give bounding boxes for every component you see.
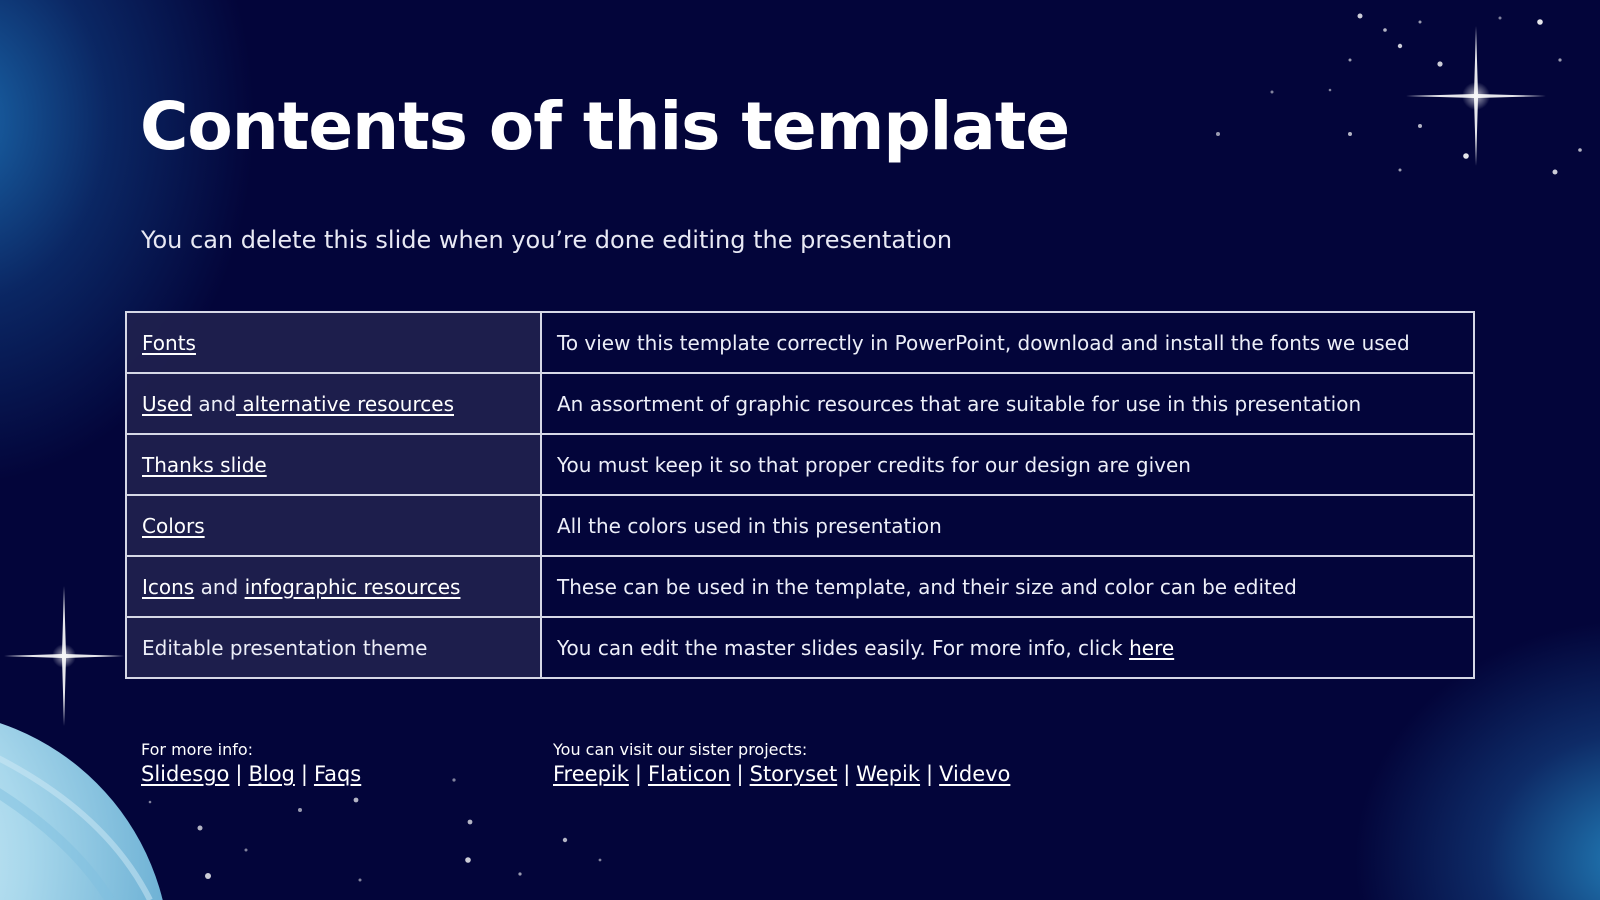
wepik-link[interactable]: Wepik — [856, 762, 921, 786]
row-topic-joiner: and — [192, 391, 237, 416]
flaticon-link[interactable]: Flaticon — [647, 762, 731, 786]
table-row — [126, 434, 1474, 495]
footer-sister-label: You can visit our sister projects: — [553, 740, 808, 759]
row-description: These can be used in the template, and their size and color can be edited — [557, 574, 1297, 599]
row-topic-cell — [126, 556, 541, 617]
row-topic-joiner: and — [194, 574, 245, 599]
faqs-link[interactable]: Faqs — [313, 762, 362, 786]
row-topic-cell — [126, 434, 541, 495]
colors-link[interactable]: Colors — [142, 513, 205, 538]
row-description: All the colors used in this presentation — [557, 513, 942, 538]
row-description: You must keep it so that proper credits for our design are given — [557, 452, 1191, 477]
link-separator: | — [235, 762, 243, 786]
link-separator: | — [634, 762, 642, 786]
row-topic-cell — [126, 312, 541, 373]
row-description-cell — [541, 312, 1474, 373]
here-link[interactable]: here — [1129, 635, 1175, 660]
row-description: To view this template correctly in PowerPoint, download and install the fonts we used — [557, 330, 1410, 355]
table-row — [126, 495, 1474, 556]
icons-link[interactable]: Icons — [142, 574, 195, 599]
row-topic-cell — [126, 617, 541, 678]
link-separator: | — [926, 762, 934, 786]
footer-info-label: For more info: — [141, 740, 254, 759]
fonts-link[interactable]: Fonts — [142, 330, 196, 355]
slidesgo-link[interactable]: Slidesgo — [141, 762, 230, 786]
videvo-link[interactable]: Videvo — [939, 762, 1011, 786]
row-description-cell — [541, 617, 1474, 678]
storyset-link[interactable]: Storyset — [749, 762, 838, 786]
thanks-slide-link[interactable]: Thanks slide — [142, 452, 267, 477]
sparkle-star-icon — [4, 586, 124, 726]
table-row — [126, 312, 1474, 373]
link-separator: | — [300, 762, 308, 786]
footer-sister-projects — [553, 740, 1010, 786]
row-description-cell — [541, 495, 1474, 556]
row-description-cell — [541, 556, 1474, 617]
alternative-resources-link[interactable]: alternative resources — [236, 391, 454, 416]
row-description: You can edit the master slides easily. For more info, click — [557, 635, 1130, 660]
row-topic-cell — [126, 373, 541, 434]
row-description: An assortment of graphic resources that are suitable for use in this presentation — [557, 391, 1362, 416]
sparkle-star-icon — [1406, 26, 1546, 166]
table-row — [126, 373, 1474, 434]
row-topic-text: Editable presentation theme — [142, 635, 428, 660]
link-separator: | — [736, 762, 744, 786]
infographic-resources-link[interactable]: infographic resources — [244, 574, 461, 599]
table-row — [126, 617, 1474, 678]
footer-sister-links — [553, 762, 1010, 786]
footer-more-info — [141, 740, 361, 786]
page-title: Contents of this template — [140, 88, 1070, 165]
used-resources-link[interactable]: Used — [142, 391, 193, 416]
page-subtitle: You can delete this slide when you’re done editing the presentation — [141, 226, 953, 254]
row-topic-cell — [126, 495, 541, 556]
table-row — [126, 556, 1474, 617]
planet-illustration — [0, 710, 170, 900]
blog-link[interactable]: Blog — [248, 762, 295, 786]
link-separator: | — [843, 762, 851, 786]
row-description-cell — [541, 373, 1474, 434]
freepik-link[interactable]: Freepik — [553, 762, 629, 786]
row-description-cell — [541, 434, 1474, 495]
contents-table — [125, 311, 1475, 679]
footer-info-links — [141, 762, 361, 786]
